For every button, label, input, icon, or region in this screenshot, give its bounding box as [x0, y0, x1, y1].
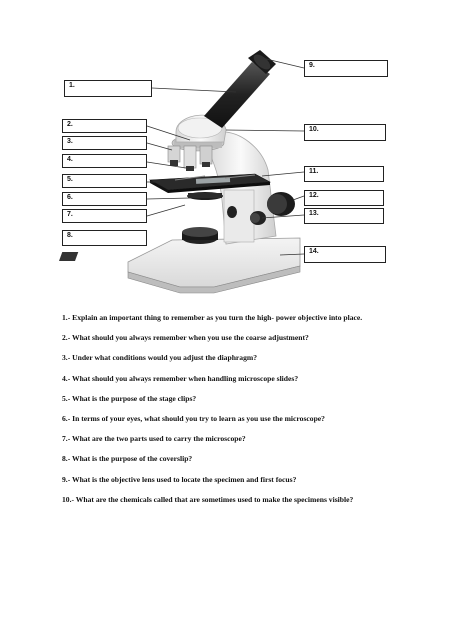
coarse-adjustment-knob [267, 192, 295, 216]
objective-lenses [168, 146, 212, 171]
label-box-6[interactable] [62, 192, 147, 206]
label-number-3: 3. [67, 138, 73, 145]
label-number-11: 11. [309, 168, 319, 175]
question-5: 5.- What is the purpose of the stage clips? [62, 393, 197, 403]
label-box-12[interactable] [304, 190, 384, 206]
label-box-10[interactable] [304, 124, 386, 141]
label-number-6: 6. [67, 194, 73, 201]
label-number-8: 8. [67, 232, 73, 239]
label-number-1: 1. [69, 82, 75, 89]
question-2: 2.- What should you always remember when you use the coarse adjustment? [62, 333, 309, 343]
microscope-diagram [0, 0, 474, 300]
diaphragm [187, 192, 223, 200]
label-number-5: 5. [67, 176, 73, 183]
label-box-5[interactable] [62, 174, 147, 188]
label-box-7[interactable] [62, 209, 147, 223]
label-box-11[interactable] [304, 166, 384, 182]
question-10: 10.- What are the chemicals called that are sometimes used to make the specimens visible? [62, 494, 354, 504]
label-number-14: 14. [309, 248, 319, 255]
question-9: 9.- What is the objective lens used to locate the specimen and first focus? [62, 474, 297, 484]
label-box-3[interactable] [62, 136, 147, 150]
label-number-7: 7. [67, 211, 73, 218]
label-box-1[interactable] [64, 80, 152, 97]
label-box-9[interactable] [304, 60, 388, 77]
label-box-4[interactable] [62, 154, 147, 168]
stage-knob [227, 206, 237, 218]
label-box-14[interactable] [304, 246, 386, 263]
question-4: 4.- What should you always remember when handling microscope slides? [62, 373, 299, 383]
label-number-10: 10. [309, 126, 319, 133]
eyepiece-tube [204, 50, 276, 128]
microscope-base [59, 238, 300, 293]
question-3: 3.- Under what conditions would you adjust the diaphragm? [62, 353, 258, 363]
label-number-4: 4. [67, 156, 73, 163]
question-1: 1.- Explain an important thing to remember as you turn the high- power objective into place. [62, 313, 363, 322]
label-number-2: 2. [67, 121, 73, 128]
label-number-12: 12. [309, 192, 319, 199]
label-number-9: 9. [309, 62, 315, 69]
label-box-2[interactable] [62, 119, 147, 133]
label-number-13: 13. [309, 210, 319, 217]
question-list [62, 312, 462, 514]
label-box-8[interactable] [62, 230, 147, 246]
question-6: 6.- In terms of your eyes, what should you try to learn as you use the microscope? [62, 413, 325, 423]
illuminator [182, 227, 218, 244]
question-8: 8.- What is the purpose of the coverslip? [62, 454, 193, 464]
question-7: 7.- What are the two parts used to carry the microscope? [62, 434, 246, 444]
label-box-13[interactable] [304, 208, 384, 224]
